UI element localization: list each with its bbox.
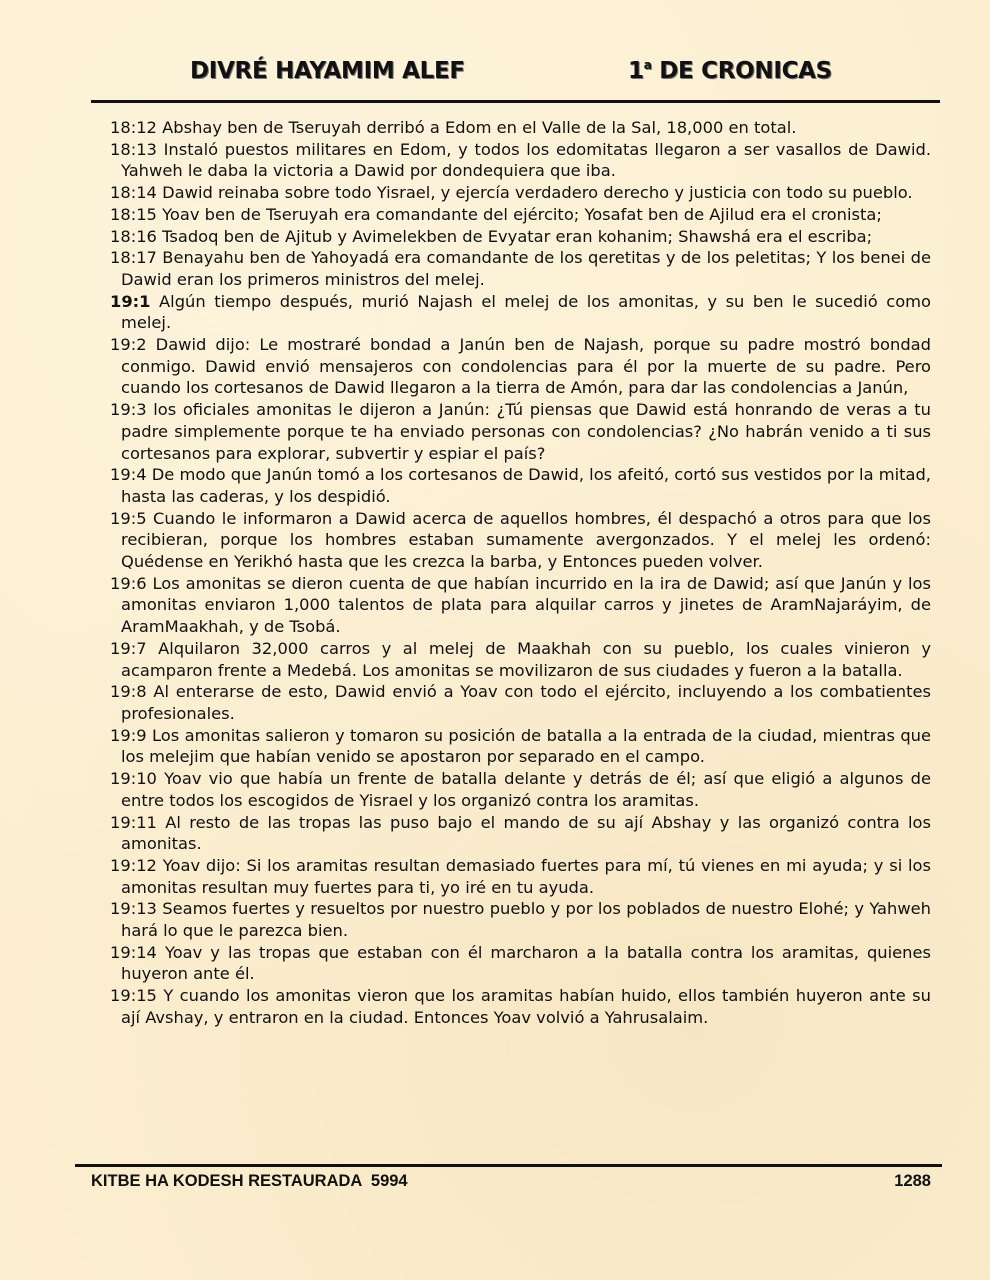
verse xyxy=(110,508,931,573)
verse-text: Instaló puestos militares en Edom, y todos los edomitatas llegaron a ser vasallos de Dawid. Yahweh le daba la victoria a Dawid por dondequiera que iba. xyxy=(121,139,931,181)
verse-text: Yoav y las tropas que estaban con él marcharon a la batalla contra los aramitas, quienes huyeron ante él. xyxy=(121,942,931,984)
verse-reference: 19:12 xyxy=(110,855,157,875)
verse xyxy=(110,399,931,464)
verse-reference: 19:11 xyxy=(110,812,157,832)
verse-reference: 19:6 xyxy=(110,573,147,593)
verse-text: Los amonitas salieron y tomaron su posición de batalla a la entrada de la ciudad, mientras que los melejim que habían venido se apostaron por separado en el campo. xyxy=(121,725,931,767)
verse xyxy=(110,985,931,1028)
verse-text: Algún tiempo después, murió Najash el melej de los amonitas, y su ben le sucedió como melej. xyxy=(121,291,931,333)
verse xyxy=(110,573,931,638)
verse xyxy=(110,942,931,985)
verse-reference: 19:7 xyxy=(110,638,147,658)
verse-reference: 18:17 xyxy=(110,248,157,268)
verse-text: De modo que Janún tomó a los cortesanos de Dawid, los afeitó, cortó sus vestidos por la mitad, hasta las caderas, y los despidió. xyxy=(121,465,931,506)
verse-text: Los amonitas se dieron cuenta de que habían incurrido en la ira de Dawid; así que Janún y los amonitas enviaron 1,000 talentos de plata para alquilar carros y jinetes de AramNajaráyim, de AramMaakhah, y de Tsobá. xyxy=(121,573,931,637)
verse-reference: 18:15 xyxy=(110,204,157,224)
verse-reference: 19:5 xyxy=(110,508,147,528)
book-title-hebrew: DIVRÉ HAYAMIM ALEF xyxy=(190,58,465,84)
verse xyxy=(110,247,931,290)
verse xyxy=(110,725,931,768)
verse xyxy=(110,898,931,941)
verse-reference: 18:14 xyxy=(110,183,157,203)
verse-text: Al enterarse de esto, Dawid envió a Yoav con todo el ejército, incluyendo a los combatientes profesionales. xyxy=(121,682,931,723)
verse-text: Y cuando los amonitas vieron que los aramitas habían huido, ellos también huyeron ante su ají Avshay, y entraron en la ciudad. Entonces Yoav volvió a Yahrusalaim. xyxy=(121,986,931,1027)
verse-reference: 19:1 xyxy=(110,291,151,311)
verse xyxy=(110,204,931,226)
verse-text: Benayahu ben de Yahoyadá era comandante de los qeretitas y de los peletitas; Y los benei de Dawid eran los primeros ministros del melej. xyxy=(121,248,931,289)
verse-text: Yoav vio que había un frente de batalla delante y detrás de él; así que eligió a algunos de entre todos los escogidos de Yisrael y los organizó contra los aramitas. xyxy=(121,769,931,810)
verse-text: Cuando le informaron a Dawid acerca de aquellos hombres, él despachó a otros para que los recibieran, porque los hombres estaban sumamente avergonzados. Y el melej les ordenó: Quédense en Yerikhó hasta que les crezca la barba, y Entonces pueden volver. xyxy=(121,508,931,572)
book-title-number: 1 xyxy=(628,58,644,84)
verse xyxy=(110,638,931,681)
verse-reference: 19:4 xyxy=(110,465,147,485)
verse-text: Tsadoq ben de Ajitub y Avimelekben de Evyatar eran kohanim; Shawshá era el escriba; xyxy=(162,226,873,246)
verse-text: Dawid dijo: Le mostraré bondad a Janún ben de Najash, porque su padre mostró bondad conmigo. Dawid envió mensajeros con condolencias para él por la muerte de su padre. Pero cuando los cortesanos de Dawid llegaron a la tierra de Amón, para dar las condolencias a Janún, xyxy=(121,335,931,398)
verse xyxy=(110,226,931,248)
verse xyxy=(110,681,931,724)
header-rule xyxy=(91,100,940,103)
verse-text: los oficiales amonitas le dijeron a Janún: ¿Tú piensas que Dawid está honrando de veras a tu padre simplemente porque te ha enviado personas con condolencias? ¿No habrán venido a ti sus cortesanos para explorar, subvertir y espiar el país? xyxy=(121,400,931,463)
verse-reference: 19:15 xyxy=(110,986,157,1006)
verse-text: Al resto de las tropas las puso bajo el mando de su ají Abshay y las organizó contra los amonitas. xyxy=(121,812,931,854)
verse-reference: 19:9 xyxy=(110,725,147,745)
page-header xyxy=(90,58,940,94)
verse xyxy=(110,291,931,334)
verse xyxy=(110,139,931,182)
verse xyxy=(110,182,931,204)
book-title-text: DE CRONICAS xyxy=(651,58,832,84)
verse-reference: 19:14 xyxy=(110,942,157,962)
page-footer xyxy=(91,1172,931,1194)
verse-reference: 18:16 xyxy=(110,226,157,246)
verse xyxy=(110,855,931,898)
verse xyxy=(110,117,931,139)
verse-text: Yoav ben de Tseruyah era comandante del ejército; Yosafat ben de Ajilud era el cronista; xyxy=(162,204,882,224)
verse-reference: 19:2 xyxy=(110,335,147,355)
book-title-spanish xyxy=(628,58,832,84)
verse xyxy=(110,812,931,855)
verse-text: Alquilaron 32,000 carros y al melej de Maakhah con su pueblo, los cuales vinieron y acamparon frente a Medebá. Los amonitas se movilizaron de sus ciudades y fueron a la batalla. xyxy=(121,638,931,680)
verse-reference: 19:10 xyxy=(110,769,157,789)
verse-text: Yoav dijo: Si los aramitas resultan demasiado fuertes para mí, tú vienes en mi ayuda; y si los amonitas resultan muy fuertes para ti, yo iré en tu ayuda. xyxy=(121,855,931,897)
verse-reference: 19:13 xyxy=(110,899,157,919)
verse-list xyxy=(110,117,931,1029)
verse-text: Seamos fuertes y resueltos por nuestro pueblo y por los poblados de nuestro Elohé; y Yahweh hará lo que le parezca bien. xyxy=(121,899,931,941)
verse xyxy=(110,464,931,507)
verse xyxy=(110,334,931,399)
page-number: 1288 xyxy=(894,1172,931,1190)
verse-text: Abshay ben de Tseruyah derribó a Edom en el Valle de la Sal, 18,000 en total. xyxy=(162,118,797,137)
verse-text: Dawid reinaba sobre todo Yisrael, y ejercía verdadero derecho y justicia con todo su pueblo. xyxy=(162,183,913,203)
verse-reference: 19:3 xyxy=(110,400,147,420)
verse-reference: 18:12 xyxy=(110,118,157,137)
verse-reference: 19:8 xyxy=(110,682,147,702)
verse-reference: 18:13 xyxy=(110,139,157,159)
footer-rule xyxy=(75,1164,942,1167)
verse xyxy=(110,768,931,811)
footer-edition: KITBE HA KODESH RESTAURADA 5994 xyxy=(91,1172,408,1190)
book-title-ordinal: a xyxy=(643,58,652,72)
